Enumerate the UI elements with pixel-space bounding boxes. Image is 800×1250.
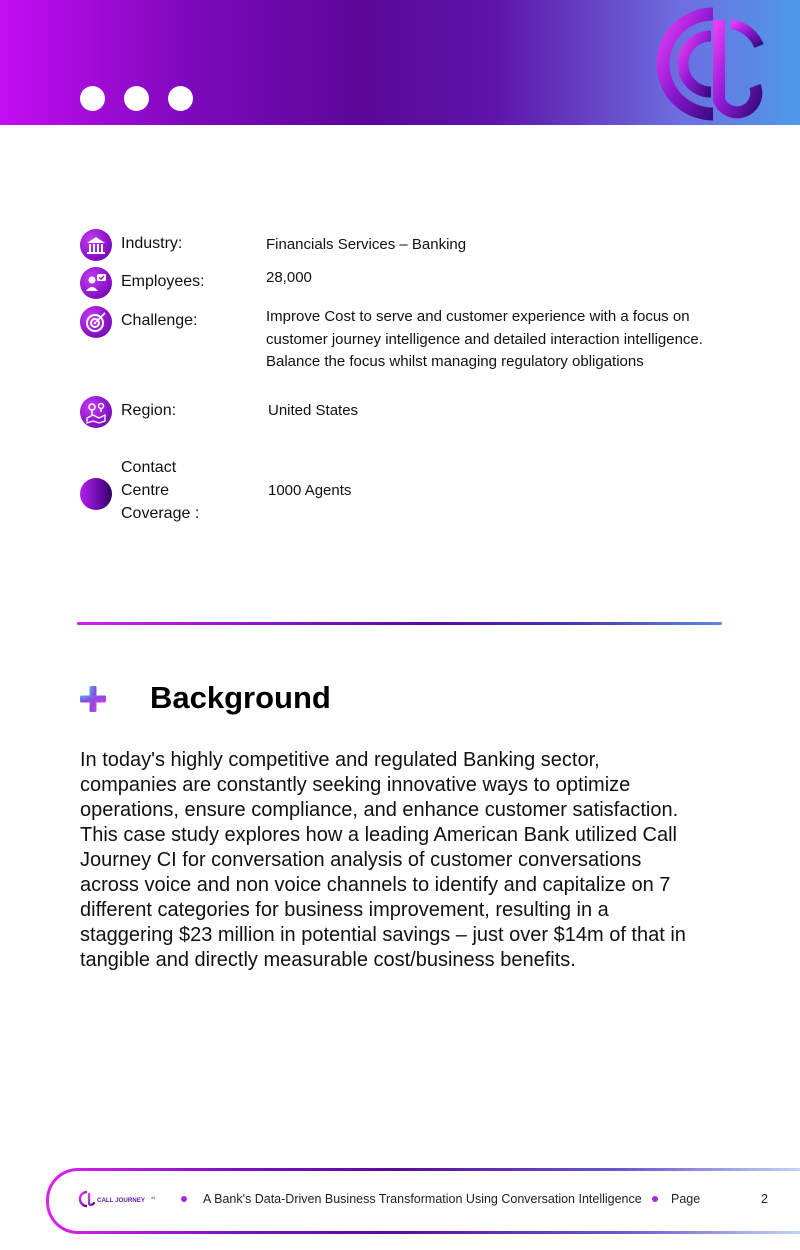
body-line: Journey CI for conversation analysis of customer conversations: [80, 849, 642, 871]
fact-value-region: United States: [268, 402, 359, 419]
fact-label-region: Region:: [121, 402, 177, 419]
body-line: tangible and directly measurable cost/business benefits.: [80, 949, 576, 971]
section-divider: [77, 622, 722, 625]
body-line: In today's highly competitive and regulated Banking sector,: [80, 749, 600, 771]
coverage-label-line: Coverage :: [121, 505, 200, 522]
target-icon: [80, 306, 112, 338]
footer-bullet-1: [181, 1196, 187, 1202]
footer-bullet-2: [652, 1196, 658, 1202]
map-pin-icon: [80, 396, 112, 428]
body-line: staggering $23 million in potential savings – just over $14m of that in: [80, 924, 686, 946]
coverage-label-line: Contact: [121, 459, 177, 476]
fact-value-industry: Financials Services – Banking: [266, 236, 467, 253]
fact-value-coverage: 1000 Agents: [268, 482, 352, 499]
background-body: [80, 748, 730, 973]
footer-logo: [78, 1190, 158, 1208]
call-journey-logo-icon: [655, 6, 770, 121]
header-banner: [0, 0, 800, 125]
fact-label-coverage: [121, 456, 199, 525]
body-line: companies are constantly seeking innovative ways to optimize: [80, 774, 631, 796]
fact-label-industry: Industry:: [121, 235, 183, 252]
header-dot-2: [124, 86, 149, 111]
employees-icon: [80, 267, 112, 299]
bank-building-icon: [80, 229, 112, 261]
challenge-line: Balance the focus whilst managing regulatory obligations: [266, 353, 644, 370]
challenge-line: Improve Cost to serve and customer experience with a focus on: [266, 308, 690, 325]
section-title: Background: [150, 680, 331, 715]
header-dot-3: [168, 86, 193, 111]
footer-page-label: Page: [671, 1192, 701, 1206]
gradient-circle-icon: [80, 478, 112, 510]
body-line: different categories for business improvement, resulting in a: [80, 899, 609, 921]
challenge-line: customer journey intelligence and detailed interaction intelligence.: [266, 330, 703, 348]
footer-doc-title: A Bank's Data-Driven Business Transformation Using Conversation Intelligence: [203, 1192, 642, 1206]
fact-value-employees: 28,000: [266, 269, 312, 286]
body-line: operations, ensure compliance, and enhance customer satisfaction.: [80, 799, 679, 821]
plus-icon: [80, 686, 106, 712]
fact-value-challenge: [266, 306, 703, 374]
footer-page-number: 2: [761, 1192, 768, 1206]
body-line: across voice and non voice channels to identify and capitalize on 7: [80, 874, 671, 896]
footer-logo-text: CALL JOURNEY: [97, 1197, 146, 1204]
header-dot-1: [80, 86, 105, 111]
fact-label-challenge: Challenge:: [121, 312, 198, 329]
coverage-label-line: Centre: [121, 482, 170, 499]
body-line: This case study explores how a leading American Bank utilized Call: [80, 824, 677, 846]
fact-label-employees: Employees:: [121, 273, 205, 290]
footer-logo-suffix: AI: [151, 1195, 155, 1200]
